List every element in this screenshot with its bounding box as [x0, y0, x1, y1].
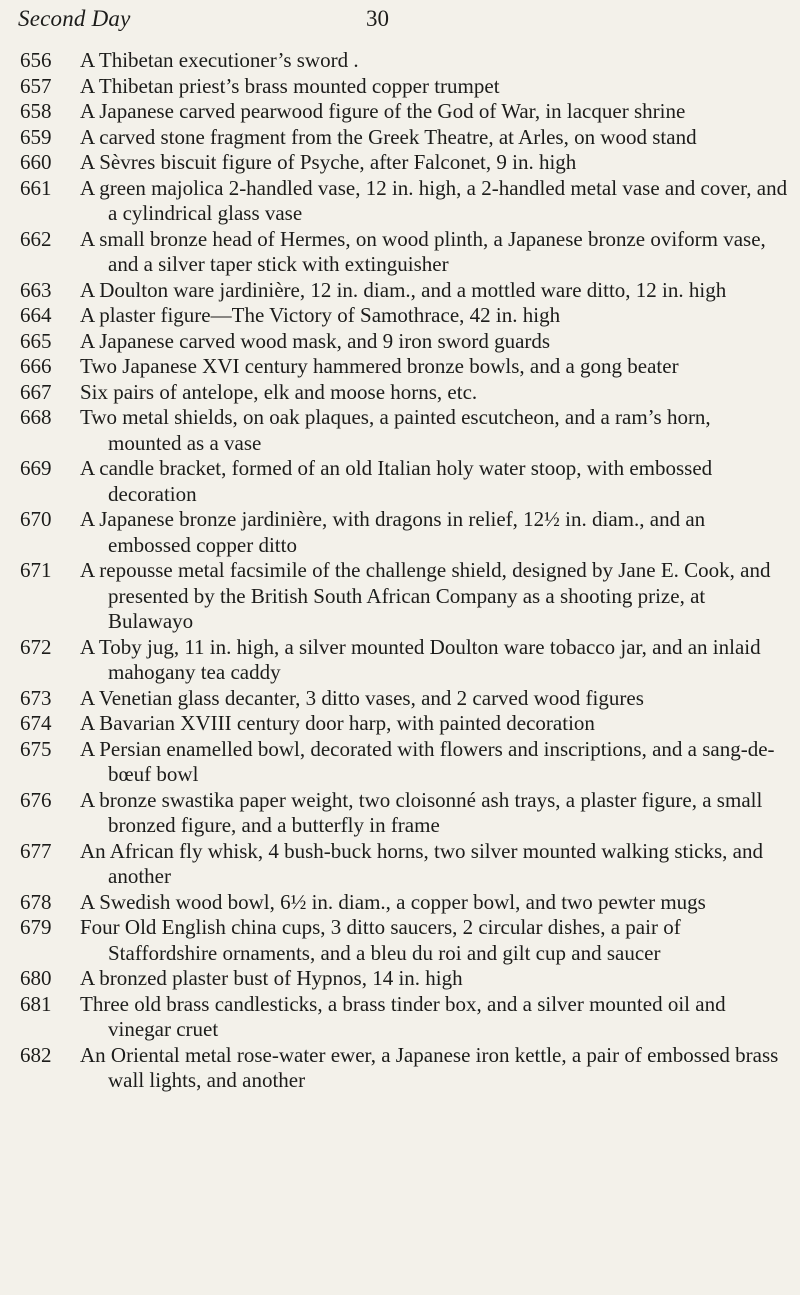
- lot-list: [18, 48, 798, 1094]
- lot-entry: [18, 456, 798, 507]
- lot-description: A Venetian glass decanter, 3 ditto vases, and 2 carved wood figures: [80, 685, 644, 710]
- page-number: 30: [366, 6, 389, 31]
- lot-number: 673: [20, 685, 52, 710]
- lot-entry: [18, 125, 798, 151]
- lot-number: 669: [20, 456, 52, 480]
- page-header: [18, 6, 782, 36]
- lot-description: A Sèvres biscuit figure of Psyche, after Falconet, 9 in. high: [80, 150, 577, 174]
- lot-description: A Thibetan priest’s brass mounted copper trumpet: [80, 73, 500, 98]
- lot-description: A green majolica 2-handled vase, 12 in. high, a 2-handled metal vase and cover, and a cylindrical glass vase: [80, 175, 788, 225]
- lot-entry: [18, 405, 798, 456]
- lot-number: 664: [20, 303, 52, 327]
- lot-number: 681: [20, 991, 52, 1016]
- lot-entry: [18, 1043, 798, 1094]
- lot-number: 657: [20, 73, 52, 98]
- lot-entry: [18, 354, 798, 380]
- lot-description: A bronze swastika paper weight, two cloisonné ash trays, a plaster figure, a small bronzed figure, and a butterfly in frame: [80, 787, 763, 837]
- lot-number: 662: [20, 226, 52, 251]
- lot-number: 661: [20, 175, 52, 200]
- section-title: Second Day: [18, 6, 131, 31]
- lot-entry: [18, 966, 798, 992]
- lot-description: Six pairs of antelope, elk and moose horns, etc.: [80, 379, 478, 404]
- lot-entry: [18, 558, 798, 635]
- lot-number: 670: [20, 507, 52, 531]
- lot-description: A Doulton ware jardinière, 12 in. diam., and a mottled ware ditto, 12 in. high: [80, 277, 727, 302]
- lot-number: 668: [20, 405, 52, 429]
- lot-number: 667: [20, 379, 52, 404]
- lot-entry: [18, 915, 798, 966]
- lot-entry: [18, 839, 798, 890]
- lot-description: A Japanese carved wood mask, and 9 iron sword guards: [80, 328, 551, 353]
- lot-number: 666: [20, 354, 52, 378]
- lot-description: A Bavarian XVIII century door harp, with painted decoration: [80, 711, 595, 735]
- lot-entry: [18, 711, 798, 737]
- lot-description: A Japanese carved pearwood figure of the God of War, in lacquer shrine: [80, 99, 686, 123]
- lot-description: An Oriental metal rose-water ewer, a Japanese iron kettle, a pair of embossed brass wall lights, and another: [80, 1042, 779, 1092]
- lot-number: 660: [20, 150, 52, 174]
- lot-number: 676: [20, 787, 52, 812]
- lot-entry: [18, 686, 798, 712]
- lot-entry: [18, 303, 798, 329]
- lot-number: 659: [20, 124, 52, 149]
- lot-description: A Japanese bronze jardinière, with dragons in relief, 12½ in. diam., and an embossed copper ditto: [80, 507, 706, 557]
- lot-entry: [18, 788, 798, 839]
- lot-description: A bronzed plaster bust of Hypnos, 14 in. high: [80, 966, 463, 990]
- lot-description: Two Japanese XVI century hammered bronze bowls, and a gong beater: [80, 354, 679, 378]
- lot-entry: [18, 48, 798, 74]
- lot-description: A Persian enamelled bowl, decorated with flowers and inscriptions, and a sang-de-bœuf bowl: [80, 736, 775, 786]
- lot-number: 677: [20, 838, 52, 863]
- lot-number: 679: [20, 915, 52, 939]
- lot-entry: [18, 992, 798, 1043]
- lot-description: Three old brass candlesticks, a brass tinder box, and a silver mounted oil and vinegar cruet: [80, 991, 726, 1041]
- lot-description: A candle bracket, formed of an old Italian holy water stoop, with embossed decoration: [80, 456, 713, 506]
- lot-number: 675: [20, 736, 52, 761]
- lot-entry: [18, 227, 798, 278]
- lot-description: A Thibetan executioner’s sword .: [80, 48, 359, 72]
- lot-description: Two metal shields, on oak plaques, a painted escutcheon, and a ram’s horn, mounted as a vase: [80, 405, 711, 455]
- lot-description: A plaster figure—The Victory of Samothrace, 42 in. high: [80, 303, 561, 327]
- lot-entry: [18, 99, 798, 125]
- lot-description: A carved stone fragment from the Greek Theatre, at Arles, on wood stand: [80, 124, 697, 149]
- lot-entry: [18, 278, 798, 304]
- lot-entry: [18, 890, 798, 916]
- lot-entry: [18, 176, 798, 227]
- lot-description: A small bronze head of Hermes, on wood plinth, a Japanese bronze oviform vase, and a silver taper stick with extinguisher: [80, 226, 766, 276]
- lot-number: 678: [20, 889, 52, 914]
- lot-number: 665: [20, 328, 52, 353]
- lot-number: 671: [20, 558, 52, 582]
- lot-description: A Toby jug, 11 in. high, a silver mounted Doulton ware tobacco jar, and an inlaid mahogany tea caddy: [80, 634, 761, 684]
- lot-number: 682: [20, 1042, 52, 1067]
- lot-entry: [18, 507, 798, 558]
- lot-number: 658: [20, 99, 52, 123]
- lot-number: 672: [20, 634, 52, 659]
- lot-description: A repousse metal facsimile of the challenge shield, designed by Jane E. Cook, and presented by the British South African Company as a shooting prize, at Bulawayo: [80, 558, 771, 633]
- lot-entry: [18, 380, 798, 406]
- lot-number: 663: [20, 277, 52, 302]
- lot-entry: [18, 737, 798, 788]
- lot-description: Four Old English china cups, 3 ditto saucers, 2 circular dishes, a pair of Staffordshire ornaments, and a bleu du roi and gilt cup and saucer: [80, 915, 681, 965]
- lot-number: 674: [20, 711, 52, 735]
- lot-entry: [18, 329, 798, 355]
- lot-description: An African fly whisk, 4 bush-buck horns, two silver mounted walking sticks, and another: [80, 838, 763, 888]
- lot-entry: [18, 150, 798, 176]
- lot-number: 656: [20, 48, 52, 72]
- lot-number: 680: [20, 966, 52, 990]
- lot-description: A Swedish wood bowl, 6½ in. diam., a copper bowl, and two pewter mugs: [80, 889, 706, 914]
- lot-entry: [18, 74, 798, 100]
- lot-entry: [18, 635, 798, 686]
